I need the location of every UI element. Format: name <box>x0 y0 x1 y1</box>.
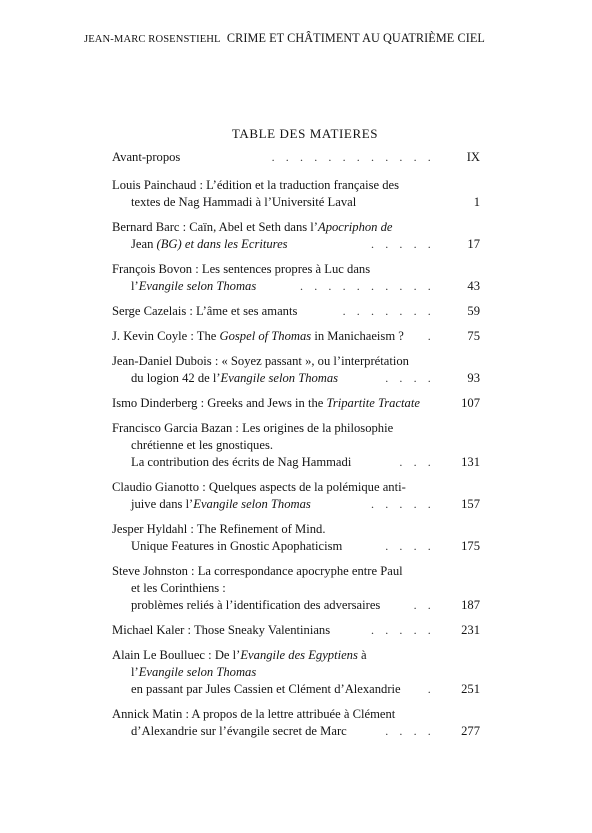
toc-entry <box>112 521 480 555</box>
entry-text: du logion 42 de l’ <box>131 371 221 385</box>
entry-text: textes de Nag Hammadi à l’Université Laval <box>131 195 357 209</box>
toc-entry <box>112 149 480 166</box>
toc-title: TABLE DES MATIERES <box>231 126 379 141</box>
entry-text: Michael Kaler : Those Sneaky Valentinians <box>112 623 331 637</box>
toc-entry <box>112 177 480 211</box>
page-number: 175 <box>461 539 480 553</box>
page-number: 43 <box>467 279 480 293</box>
dot-leader: .... <box>385 724 442 738</box>
toc-entry-line <box>112 177 480 194</box>
toc-entry <box>112 261 480 295</box>
italic-title: Evangile selon Thomas <box>193 497 311 511</box>
toc-entry-line <box>112 261 480 278</box>
entry-text: juive dans l’ <box>131 497 194 511</box>
dot-leader: ..... <box>371 497 442 511</box>
entry-text: J. Kevin Coyle : The <box>112 329 220 343</box>
toc-entry-line <box>112 420 480 437</box>
toc-entry <box>112 420 480 471</box>
dot-leader: ... <box>399 455 442 469</box>
entry-text: à <box>357 648 367 662</box>
entry-text: d’Alexandrie sur l’évangile secret de Marc <box>131 724 347 738</box>
toc-entries <box>112 149 480 740</box>
page-number: 131 <box>461 455 480 469</box>
page-number: 17 <box>467 237 480 251</box>
toc-entry <box>112 706 480 740</box>
entry-text: Ismo Dinderberg : Greeks and Jews in the <box>112 396 327 410</box>
running-head <box>84 31 485 46</box>
toc-entry <box>112 219 480 253</box>
dot-leader: .......... <box>300 279 442 293</box>
toc-entry-line <box>112 437 480 454</box>
toc-entry-line <box>112 521 480 538</box>
entry-text: Unique Features in Gnostic Apophaticism <box>131 539 343 553</box>
entry-text: Avant-propos <box>112 150 181 164</box>
entry-text: problèmes reliés à l’identification des adversaires <box>131 598 381 612</box>
entry-text: Serge Cazelais : L’âme et ses amants <box>112 304 298 318</box>
italic-title: (BG) et dans les Ecritures <box>153 237 288 251</box>
dot-leader: ..... <box>371 623 442 637</box>
entry-text: Jean-Daniel Dubois : « Soyez passant », ou l’interprétation <box>112 354 409 368</box>
toc-entry <box>112 563 480 614</box>
toc-entry <box>112 353 480 387</box>
entry-text: Francisco Garcia Bazan : Les origines de la philosophie <box>112 421 394 435</box>
toc-entry-line <box>112 647 480 664</box>
dot-leader: . <box>427 682 442 696</box>
page-number: 107 <box>461 396 480 410</box>
entry-text: in Manichaeism ? <box>311 329 404 343</box>
entry-text: Jean <box>131 237 154 251</box>
toc-entry <box>112 479 480 513</box>
running-head-author: JEAN-MARC ROSENSTIEHL <box>84 34 221 45</box>
toc-entry-line <box>112 219 480 236</box>
entry-text: et les Corinthiens : <box>131 581 226 595</box>
entry-text: l’ <box>131 279 139 293</box>
entry-text: l’ <box>131 665 139 679</box>
entry-text: Steve Johnston : La correspondance apocryphe entre Paul <box>112 564 403 578</box>
page-number: 1 <box>473 195 480 209</box>
italic-title: Evangile selon Thomas <box>138 665 257 679</box>
page-number: 251 <box>461 682 480 696</box>
entry-text: en passant par Jules Cassien et Clément d’Alexandrie <box>131 682 401 696</box>
dot-leader: . <box>427 329 442 343</box>
italic-title: Evangile des Egyptiens <box>240 648 358 662</box>
toc-entry-line <box>112 479 480 496</box>
entry-text: Bernard Barc : Caïn, Abel et Seth dans l’ <box>112 220 318 234</box>
running-head-title: CRIME ET CHÂTIMENT AU QUATRIÈME CIEL <box>226 31 485 45</box>
toc-entry-line <box>112 706 480 723</box>
page-number: 93 <box>467 371 480 385</box>
dot-leader: .... <box>385 539 442 553</box>
page-number: 75 <box>467 329 480 343</box>
toc-entry-line <box>112 580 480 597</box>
entry-text: Claudio Gianotto : Quelques aspects de la polémique anti- <box>112 480 406 494</box>
entry-text: Jesper Hyldahl : The Refinement of Mind. <box>112 522 326 536</box>
toc-entry <box>112 647 480 698</box>
page-number: IX <box>466 150 480 164</box>
entry-text: Louis Painchaud : L’édition et la traduction française des <box>112 178 400 192</box>
page-number: 59 <box>467 304 480 318</box>
entry-text: Annick Matin : A propos de la lettre attribuée à Clément <box>112 707 396 721</box>
entry-text: François Bovon : Les sentences propres à Luc dans <box>112 262 371 276</box>
dot-leader: .. <box>413 598 442 612</box>
dot-leader: ..... <box>371 237 442 251</box>
dot-leader: ............ <box>271 150 442 164</box>
toc-entry-line <box>112 681 480 698</box>
italic-title: Gospel of Thomas <box>219 329 312 343</box>
italic-title: Evangile selon Thomas <box>138 279 257 293</box>
italic-title: Tripartite Tractate <box>326 396 420 410</box>
toc-entry-line <box>112 353 480 370</box>
entry-text: Alain Le Boulluec : De l’ <box>112 648 241 662</box>
page-number: 277 <box>461 724 480 738</box>
toc-entry-line <box>112 395 480 412</box>
italic-title: Apocriphon de <box>318 220 393 234</box>
entry-text: La contribution des écrits de Nag Hammadi <box>131 455 352 469</box>
toc-entry <box>112 395 480 412</box>
toc-entry <box>112 303 480 320</box>
italic-title: Evangile selon Thomas <box>220 371 339 385</box>
toc-entry-line <box>112 664 480 681</box>
page-number: 157 <box>461 497 480 511</box>
page-number: 231 <box>461 623 480 637</box>
page-number: 187 <box>461 598 480 612</box>
dot-leader: .... <box>385 371 442 385</box>
entry-text: chrétienne et les gnostiques. <box>131 438 273 452</box>
toc-entry <box>112 328 480 345</box>
dot-leader: ....... <box>342 304 442 318</box>
toc-entry-line <box>112 328 480 345</box>
toc-entry-line <box>112 563 480 580</box>
toc-entry <box>112 622 480 639</box>
toc-entry-line <box>112 194 480 211</box>
